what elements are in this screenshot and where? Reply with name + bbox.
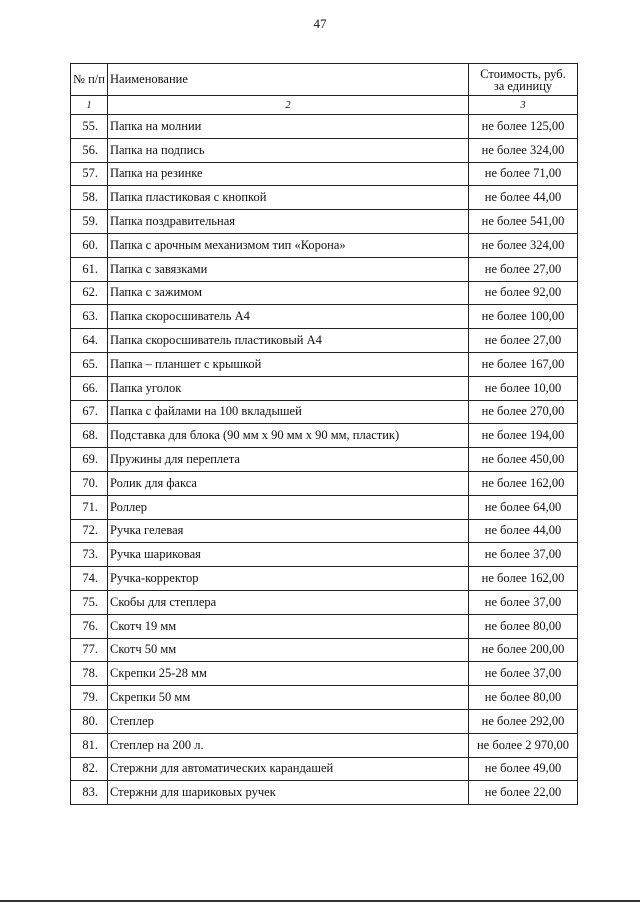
item-price: не более 270,00 (469, 400, 578, 424)
item-name: Папка поздравительная (108, 210, 469, 234)
row-number: 58. (71, 186, 108, 210)
item-name: Папка уголок (108, 376, 469, 400)
table-row (71, 233, 578, 257)
row-number: 64. (71, 329, 108, 353)
item-price: не более 324,00 (469, 233, 578, 257)
item-name: Папка на молнии (108, 115, 469, 139)
row-number: 57. (71, 162, 108, 186)
item-price: не более 541,00 (469, 210, 578, 234)
page-bottom-edge (0, 900, 640, 902)
column-index-row (71, 96, 578, 115)
item-price: не более 324,00 (469, 138, 578, 162)
item-price: не более 80,00 (469, 686, 578, 710)
row-number: 68. (71, 424, 108, 448)
item-price: не более 37,00 (469, 662, 578, 686)
table-row (71, 662, 578, 686)
table-row (71, 543, 578, 567)
item-name: Папка пластиковая с кнопкой (108, 186, 469, 210)
header-price-line1: Стоимость, руб. (480, 66, 566, 81)
column-index-3: 3 (469, 96, 578, 115)
row-number: 66. (71, 376, 108, 400)
row-number: 75. (71, 590, 108, 614)
table-row (71, 352, 578, 376)
item-name: Подставка для блока (90 мм х 90 мм х 90 мм, пластик) (108, 424, 469, 448)
price-table (70, 63, 578, 805)
table-row (71, 186, 578, 210)
row-number: 63. (71, 305, 108, 329)
item-name: Папка с файлами на 100 вкладышей (108, 400, 469, 424)
item-price: не более 450,00 (469, 448, 578, 472)
table-row (71, 257, 578, 281)
item-price: не более 292,00 (469, 709, 578, 733)
item-name: Роллер (108, 495, 469, 519)
item-price: не более 194,00 (469, 424, 578, 448)
item-price: не более 167,00 (469, 352, 578, 376)
row-number: 65. (71, 352, 108, 376)
row-number: 60. (71, 233, 108, 257)
row-number: 82. (71, 757, 108, 781)
table-row (71, 471, 578, 495)
row-number: 74. (71, 567, 108, 591)
item-price: не более 27,00 (469, 329, 578, 353)
row-number: 78. (71, 662, 108, 686)
table-row (71, 376, 578, 400)
table-row (71, 305, 578, 329)
item-name: Папка скоросшиватель А4 (108, 305, 469, 329)
table-row (71, 495, 578, 519)
item-name: Папка – планшет с крышкой (108, 352, 469, 376)
item-price: не более 10,00 (469, 376, 578, 400)
header-price (469, 64, 578, 96)
item-price: не более 100,00 (469, 305, 578, 329)
row-number: 61. (71, 257, 108, 281)
row-number: 79. (71, 686, 108, 710)
item-name: Степлер (108, 709, 469, 733)
item-name: Ролик для факса (108, 471, 469, 495)
item-name: Скотч 50 мм (108, 638, 469, 662)
row-number: 80. (71, 709, 108, 733)
table-row (71, 638, 578, 662)
table-row (71, 686, 578, 710)
row-number: 71. (71, 495, 108, 519)
table-row (71, 448, 578, 472)
item-name: Ручка шариковая (108, 543, 469, 567)
item-name: Скобы для степлера (108, 590, 469, 614)
item-price: не более 44,00 (469, 186, 578, 210)
item-price: не более 37,00 (469, 590, 578, 614)
item-name: Папка на подпись (108, 138, 469, 162)
item-name: Скрепки 25-28 мм (108, 662, 469, 686)
item-price: не более 125,00 (469, 115, 578, 139)
table-row (71, 519, 578, 543)
row-number: 59. (71, 210, 108, 234)
table-row (71, 567, 578, 591)
item-name: Папка на резинке (108, 162, 469, 186)
table-row (71, 162, 578, 186)
item-name: Стержни для шариковых ручек (108, 781, 469, 805)
header-num: № п/п (71, 64, 108, 96)
item-price: не более 92,00 (469, 281, 578, 305)
item-price: не более 80,00 (469, 614, 578, 638)
item-price: не более 71,00 (469, 162, 578, 186)
table-row (71, 590, 578, 614)
row-number: 70. (71, 471, 108, 495)
row-number: 76. (71, 614, 108, 638)
item-price: не более 27,00 (469, 257, 578, 281)
row-number: 83. (71, 781, 108, 805)
item-price: не более 2 970,00 (469, 733, 578, 757)
table-row (71, 400, 578, 424)
item-name: Папка с завязками (108, 257, 469, 281)
row-number: 77. (71, 638, 108, 662)
item-price: не более 49,00 (469, 757, 578, 781)
table-row (71, 781, 578, 805)
item-name: Папка с зажимом (108, 281, 469, 305)
row-number: 62. (71, 281, 108, 305)
row-number: 55. (71, 115, 108, 139)
table-row (71, 757, 578, 781)
table-header-row (71, 64, 578, 96)
row-number: 81. (71, 733, 108, 757)
table-row (71, 329, 578, 353)
table-row (71, 709, 578, 733)
header-price-line2: за единицу (493, 78, 553, 93)
table-row (71, 281, 578, 305)
row-number: 69. (71, 448, 108, 472)
item-price: не более 200,00 (469, 638, 578, 662)
item-name: Ручка-корректор (108, 567, 469, 591)
header-name: Наименование (108, 64, 469, 96)
item-name: Стержни для автоматических карандашей (108, 757, 469, 781)
row-number: 67. (71, 400, 108, 424)
row-number: 56. (71, 138, 108, 162)
item-name: Пружины для переплета (108, 448, 469, 472)
item-price: не более 64,00 (469, 495, 578, 519)
item-price: не более 162,00 (469, 567, 578, 591)
table-row (71, 210, 578, 234)
column-index-2: 2 (108, 96, 469, 115)
table-row (71, 614, 578, 638)
column-index-1: 1 (71, 96, 108, 115)
item-price: не более 162,00 (469, 471, 578, 495)
table-row (71, 733, 578, 757)
item-price: не более 37,00 (469, 543, 578, 567)
item-price: не более 22,00 (469, 781, 578, 805)
item-name: Скрепки 50 мм (108, 686, 469, 710)
table-row (71, 424, 578, 448)
page-number: 47 (313, 16, 327, 31)
item-name: Папка скоросшиватель пластиковый А4 (108, 329, 469, 353)
item-name: Папка с арочным механизмом тип «Корона» (108, 233, 469, 257)
table-row (71, 138, 578, 162)
item-name: Ручка гелевая (108, 519, 469, 543)
table-row (71, 115, 578, 139)
row-number: 73. (71, 543, 108, 567)
row-number: 72. (71, 519, 108, 543)
item-name: Степлер на 200 л. (108, 733, 469, 757)
item-price: не более 44,00 (469, 519, 578, 543)
item-name: Скотч 19 мм (108, 614, 469, 638)
